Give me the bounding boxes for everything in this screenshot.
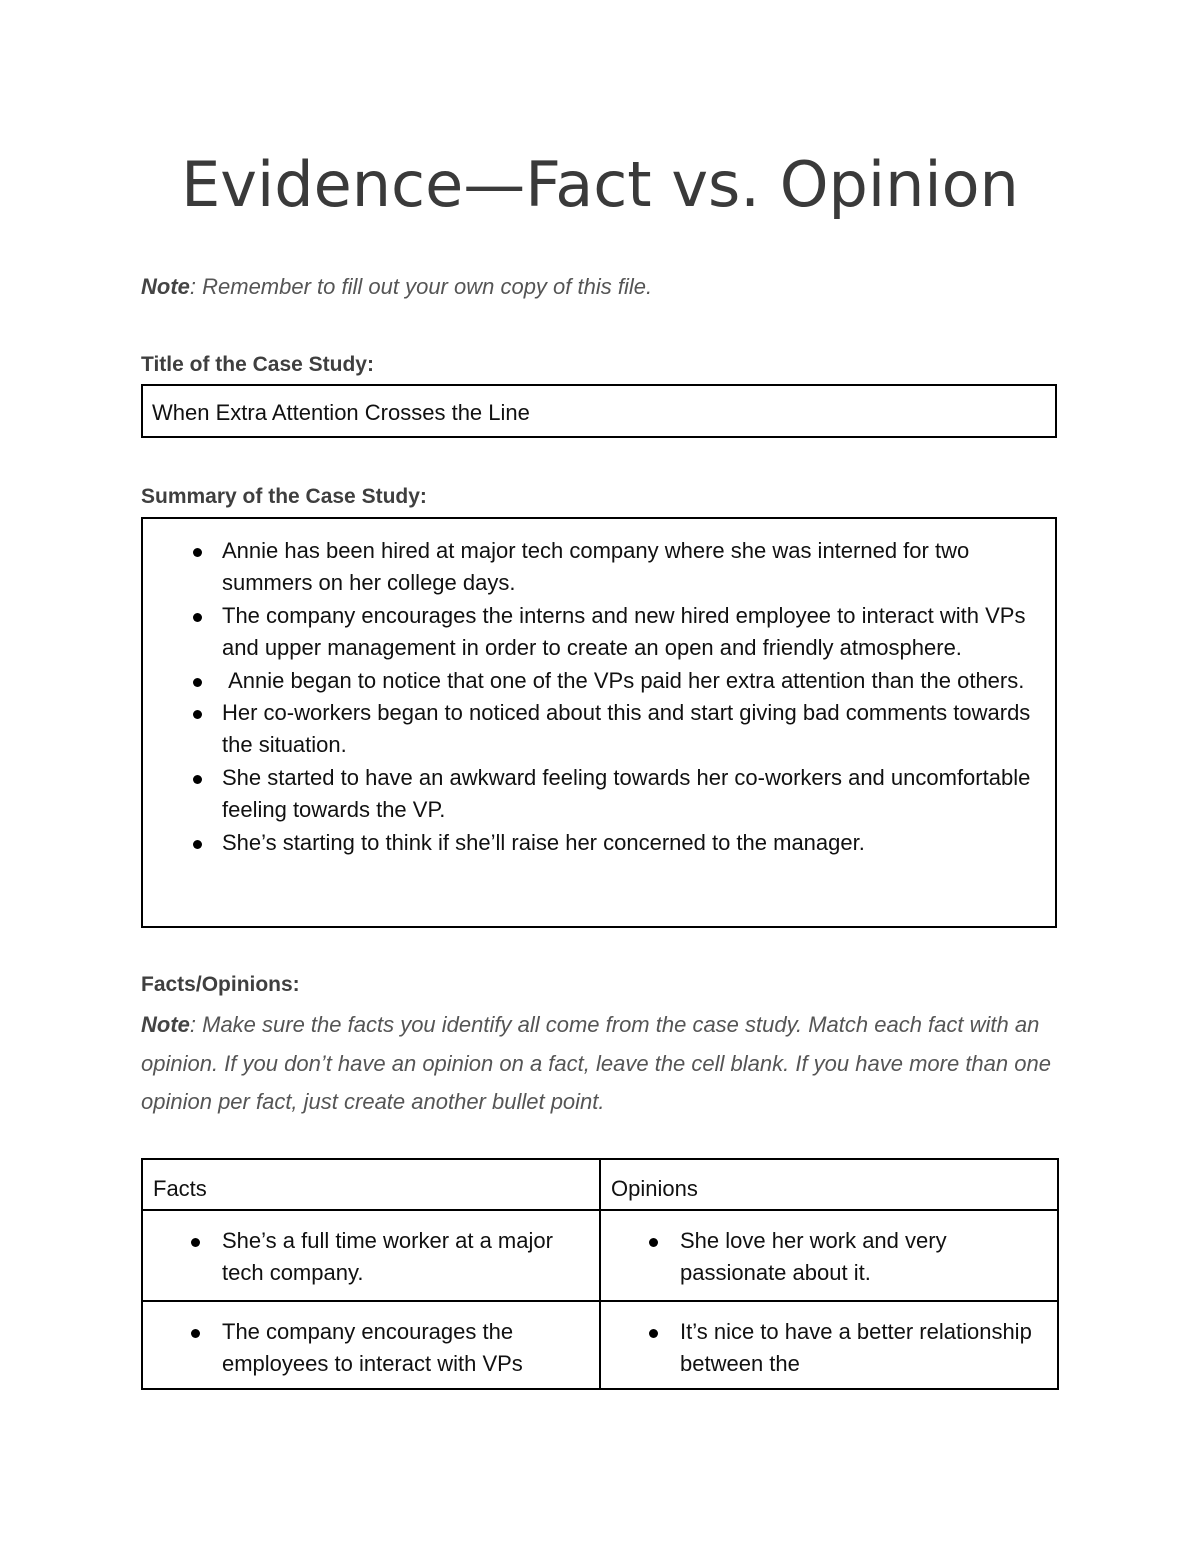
opinion-item [601,1211,1057,1290]
note-label: Note [141,274,190,299]
summary-item-text: The company encourages the interns and new hired employee to interact with VPs and upper management in order to create an open and friendly atmosphere. [222,602,1026,661]
bullet-icon [193,548,202,557]
fact-cell[interactable] [142,1301,600,1389]
opinion-text: It’s nice to have a better relationship between the [680,1319,1032,1377]
summary-item-text: She started to have an awkward feeling towards her co-workers and uncomfortable feeling towards the VP. [222,764,1031,823]
summary-item [143,665,1055,697]
summary-item-text: She’s starting to think if she’ll raise her concerned to the manager. [222,829,865,855]
table-row [142,1210,1058,1301]
header-facts: Facts [142,1159,600,1210]
bullet-icon [193,678,202,687]
bullet-icon [193,775,202,784]
fact-text: She’s a full time worker at a major tech company. [222,1228,553,1286]
facts-note-label: Note [141,1012,190,1037]
summary-item [143,600,1055,665]
summary-item-text: Annie began to notice that one of the VPs paid her extra attention than the others. [222,667,1025,693]
opinion-cell[interactable] [600,1301,1058,1389]
summary-label: Summary of the Case Study: [141,485,427,508]
fact-cell[interactable] [142,1210,600,1301]
note-line [141,274,652,300]
fact-text: The company encourages the employees to interact with VPs [222,1319,523,1377]
fact-item [143,1211,599,1290]
summary-item [143,827,1055,859]
facts-opinions-table [141,1158,1059,1390]
case-title-value: When Extra Attention Crosses the Line [152,400,530,425]
note-text: : Remember to fill out your own copy of this file. [189,274,653,299]
fact-item [143,1302,599,1381]
facts-note-text: : Make sure the facts you identify all come from the case study. Match each fact with an opinion. If you don’t have an opinion on a fact, leave the cell blank. If you have more than one opinion per fact, just create another bullet point. [141,1012,1051,1114]
facts-opinions-label: Facts/Opinions: [141,973,300,996]
summary-box[interactable] [141,517,1057,928]
table-header-row [142,1159,1058,1210]
summary-item-text: Annie has been hired at major tech company where she was interned for two summers on her college days. [222,538,970,596]
bullet-icon [193,710,202,719]
bullet-icon [649,1238,658,1247]
summary-list [143,535,1055,859]
opinion-item [601,1302,1057,1381]
opinion-cell[interactable] [600,1210,1058,1301]
bullet-icon [191,1238,200,1247]
table-row [142,1301,1058,1389]
summary-item [143,697,1055,762]
bullet-icon [193,840,202,849]
bullet-icon [193,613,202,622]
bullet-icon [191,1329,200,1338]
summary-item [143,535,1055,600]
case-title-label: Title of the Case Study: [141,353,374,376]
bullet-icon [649,1329,658,1338]
header-opinions: Opinions [600,1159,1058,1210]
summary-item [143,762,1055,827]
opinion-text: She love her work and very passionate about it. [680,1228,947,1286]
facts-note [141,1006,1066,1122]
page-title: Evidence—Fact vs. Opinion [181,148,1019,221]
summary-item-text: Her co-workers began to noticed about this and start giving bad comments towards the situation. [222,700,1031,758]
case-title-box[interactable] [141,384,1057,438]
